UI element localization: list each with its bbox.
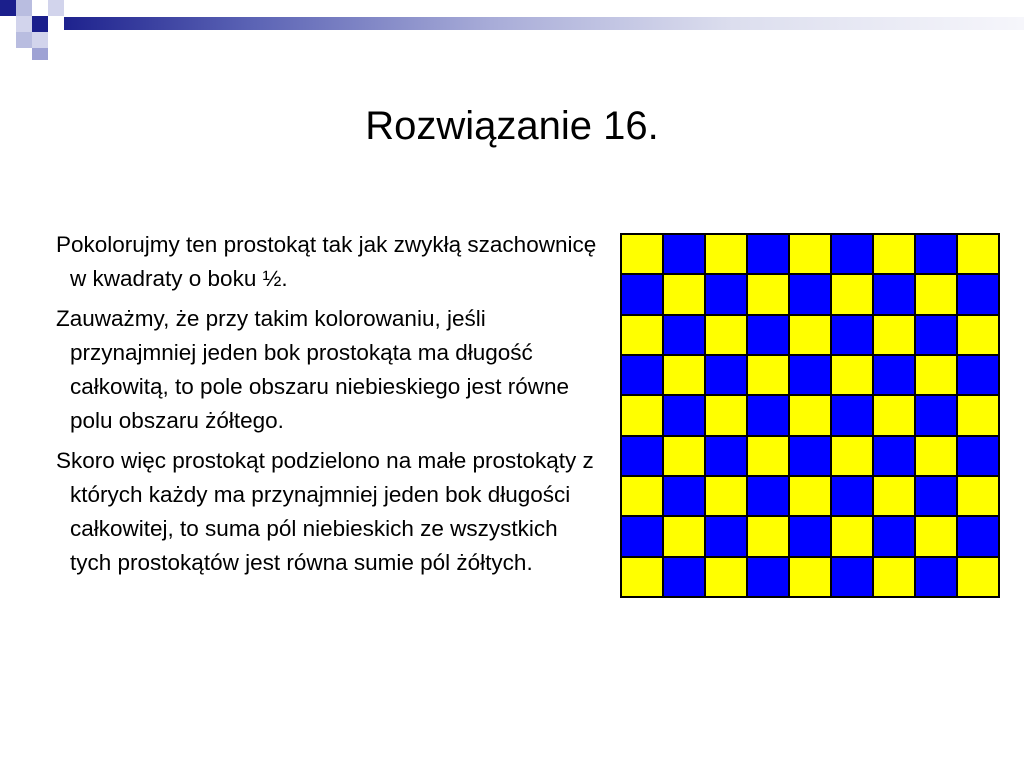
- board-cell-blue: [663, 476, 705, 516]
- board-cell-yellow: [873, 476, 915, 516]
- paragraph-2: Zauważmy, że przy takim kolorowaniu, jeśli przynajmniej jeden bok prostokąta ma długość całkowitą, to pole obszaru niebieskiego jest równe polu obszaru żółtego.: [56, 306, 570, 433]
- board-cell-yellow: [957, 234, 999, 274]
- board-cell-blue: [915, 476, 957, 516]
- board-cell-yellow: [621, 476, 663, 516]
- board-cell-yellow: [663, 355, 705, 395]
- deco-square: [16, 0, 32, 16]
- board-cell-blue: [957, 355, 999, 395]
- header-gradient-bar: [55, 17, 1024, 30]
- slide-body: [56, 228, 601, 586]
- board-cell-yellow: [831, 274, 873, 314]
- board-cell-yellow: [621, 234, 663, 274]
- board-cell-blue: [663, 234, 705, 274]
- board-cell-yellow: [789, 476, 831, 516]
- board-cell-yellow: [915, 355, 957, 395]
- board-cell-yellow: [873, 234, 915, 274]
- board-cell-yellow: [621, 315, 663, 355]
- board-cell-yellow: [831, 355, 873, 395]
- deco-square: [16, 16, 32, 32]
- board-cell-yellow: [831, 516, 873, 556]
- board-cell-blue: [873, 355, 915, 395]
- board-cell-blue: [705, 355, 747, 395]
- deco-square: [32, 0, 48, 16]
- board-cell-blue: [621, 274, 663, 314]
- board-cell-yellow: [705, 476, 747, 516]
- board-cell-yellow: [957, 315, 999, 355]
- board-cell-blue: [915, 557, 957, 597]
- board-cell-yellow: [747, 274, 789, 314]
- deco-square: [32, 48, 48, 60]
- board-cell-blue: [747, 315, 789, 355]
- board-cell-yellow: [915, 274, 957, 314]
- board-cell-blue: [663, 557, 705, 597]
- board-cell-yellow: [705, 395, 747, 435]
- board-cell-yellow: [789, 557, 831, 597]
- deco-square: [32, 16, 48, 32]
- board-cell-yellow: [873, 395, 915, 435]
- board-cell-blue: [957, 274, 999, 314]
- paragraph-1: Pokolorujmy ten prostokąt tak jak zwykłą szachownicę w kwadraty o boku ½.: [56, 232, 597, 291]
- board-cell-yellow: [789, 395, 831, 435]
- board-cell-yellow: [873, 315, 915, 355]
- board-cell-yellow: [789, 234, 831, 274]
- board-cell-blue: [705, 274, 747, 314]
- board-cell-blue: [663, 395, 705, 435]
- board-cell-blue: [747, 234, 789, 274]
- board-cell-blue: [957, 436, 999, 476]
- board-cell-blue: [831, 395, 873, 435]
- board-cell-yellow: [957, 395, 999, 435]
- board-cell-yellow: [831, 436, 873, 476]
- board-cell-blue: [915, 315, 957, 355]
- board-cell-blue: [789, 355, 831, 395]
- board-cell-blue: [957, 516, 999, 556]
- paragraph-3: Skoro więc prostokąt podzielono na małe prostokąty z których każdy ma przynajmniej jeden bok długości całkowitej, to suma pól niebieskich ze wszystkich tych prostokątów jest równa sumie pól żółtych.: [56, 448, 594, 575]
- board-cell-blue: [873, 516, 915, 556]
- board-cell-blue: [705, 436, 747, 476]
- board-cell-yellow: [621, 557, 663, 597]
- board-cell-yellow: [705, 234, 747, 274]
- checkerboard: [620, 233, 1000, 598]
- board-cell-blue: [747, 476, 789, 516]
- board-cell-yellow: [957, 557, 999, 597]
- deco-square: [48, 16, 64, 32]
- board-cell-blue: [831, 315, 873, 355]
- board-cell-blue: [747, 395, 789, 435]
- board-cell-blue: [915, 234, 957, 274]
- board-cell-yellow: [663, 516, 705, 556]
- board-cell-yellow: [957, 476, 999, 516]
- board-cell-blue: [789, 274, 831, 314]
- board-cell-yellow: [789, 315, 831, 355]
- board-cell-yellow: [663, 436, 705, 476]
- board-cell-blue: [831, 557, 873, 597]
- board-cell-blue: [705, 516, 747, 556]
- deco-square: [16, 32, 32, 48]
- board-cell-blue: [873, 274, 915, 314]
- board-cell-yellow: [747, 436, 789, 476]
- board-cell-yellow: [747, 516, 789, 556]
- board-cell-blue: [831, 476, 873, 516]
- board-cell-yellow: [621, 395, 663, 435]
- board-cell-yellow: [915, 516, 957, 556]
- board-cell-yellow: [747, 355, 789, 395]
- slide-title: Rozwiązanie 16.: [365, 104, 659, 148]
- board-cell-blue: [621, 355, 663, 395]
- board-cell-yellow: [663, 274, 705, 314]
- board-cell-blue: [663, 315, 705, 355]
- board-cell-blue: [915, 395, 957, 435]
- deco-square: [0, 0, 16, 16]
- board-cell-blue: [747, 557, 789, 597]
- board-cell-blue: [621, 436, 663, 476]
- deco-square: [32, 32, 48, 48]
- deco-square: [0, 16, 16, 32]
- board-cell-blue: [789, 516, 831, 556]
- board-cell-blue: [621, 516, 663, 556]
- board-cell-yellow: [873, 557, 915, 597]
- board-cell-blue: [873, 436, 915, 476]
- board-cell-yellow: [705, 315, 747, 355]
- board-cell-yellow: [705, 557, 747, 597]
- board-cell-blue: [789, 436, 831, 476]
- deco-square: [48, 0, 64, 16]
- board-cell-blue: [831, 234, 873, 274]
- board-cell-yellow: [915, 436, 957, 476]
